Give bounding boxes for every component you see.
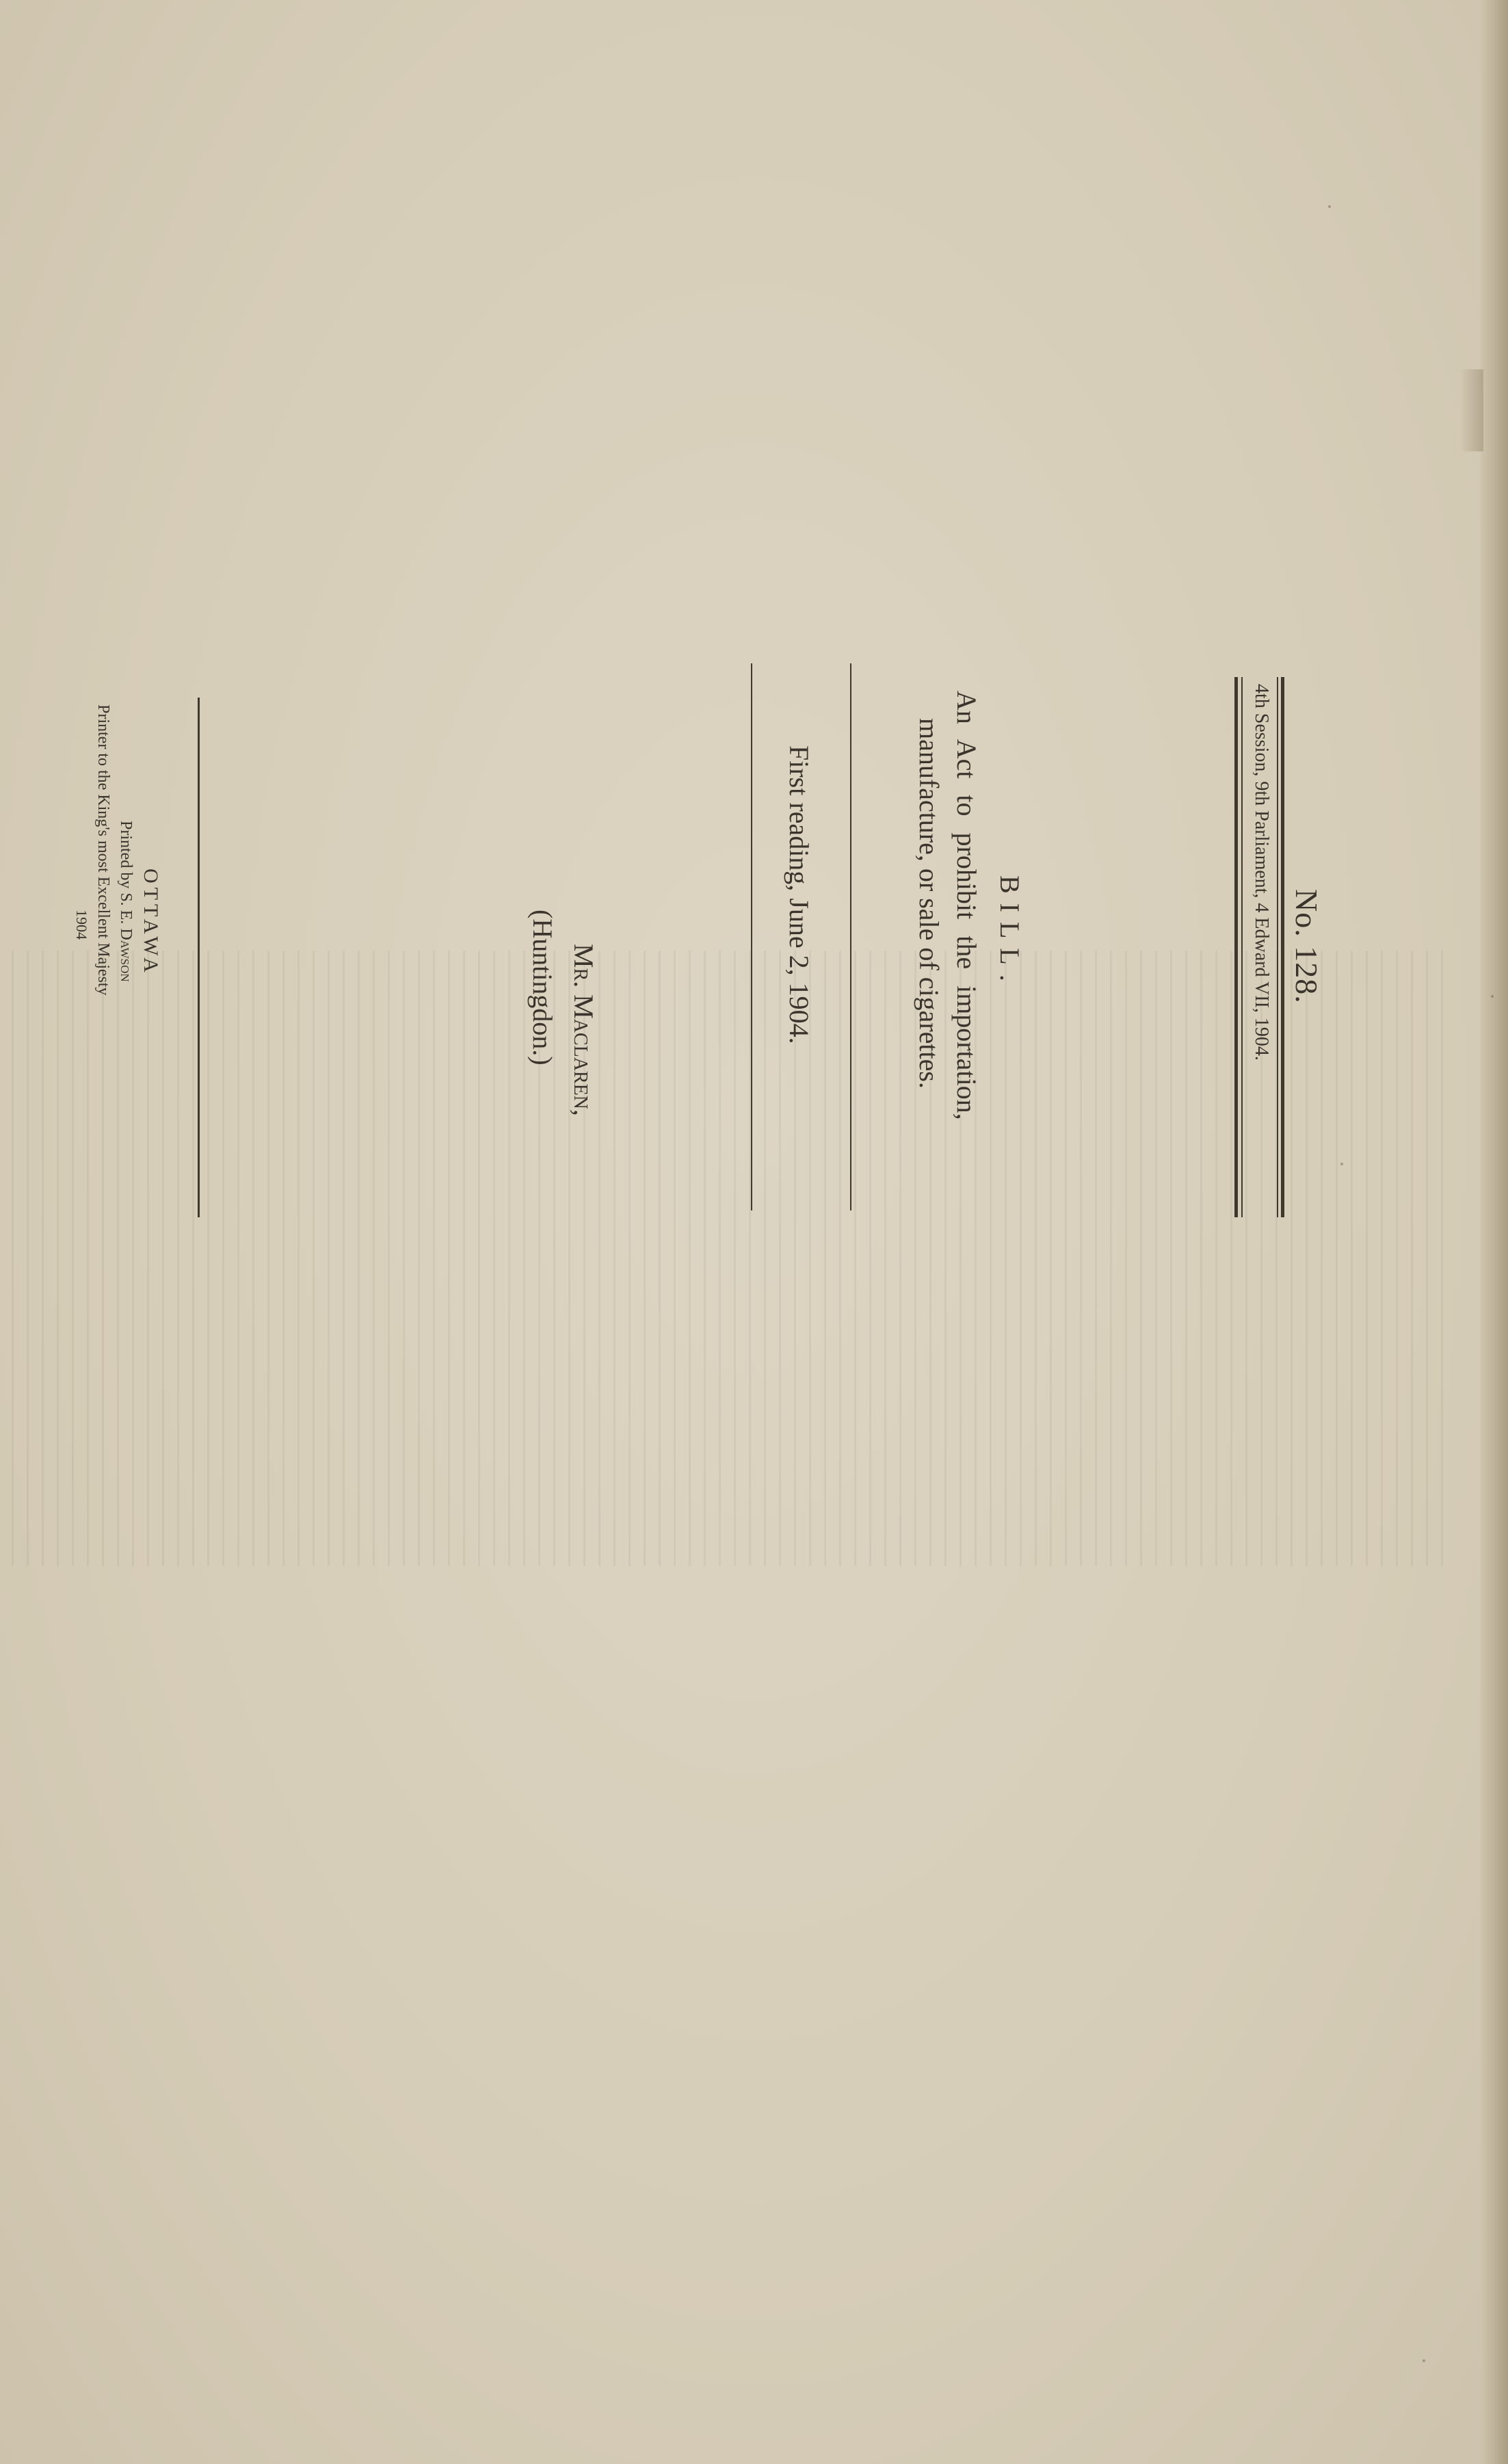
top-double-rule-thin xyxy=(1277,677,1278,1217)
imprint-city: OTTAWA xyxy=(140,869,162,977)
imprint-rule xyxy=(198,698,200,1217)
divider-rule xyxy=(751,663,752,1210)
bill-number: No. 128. xyxy=(1289,889,1324,1004)
bill-cover-text xyxy=(73,0,1335,2464)
top-double-rule xyxy=(1281,677,1284,1217)
sponsor-name: Mr. Maclaren, xyxy=(568,944,599,1117)
bill-title-line-2: manufacture, or sale of cigarettes. xyxy=(914,718,944,1089)
paper-speck xyxy=(1423,2359,1425,2362)
bill-title-line-1: An Act to prohibit the importation, xyxy=(951,691,982,1120)
paper-speck xyxy=(1340,1163,1343,1165)
page-fold xyxy=(1460,369,1483,451)
page-edge xyxy=(1481,0,1508,2464)
session-rule-thick xyxy=(1234,677,1238,1217)
sponsor-riding: (Huntingdon.) xyxy=(527,910,558,1065)
imprint-printer-to: Printer to the King's most Excellent Majesty xyxy=(94,704,112,996)
paper-speck xyxy=(1491,995,1494,998)
imprint-printed-by: Printed by xyxy=(117,821,135,889)
imprint-printer-line xyxy=(116,821,135,982)
session-line: 4th Session, 9th Parliament, 4 Edward VII, 1904. xyxy=(1251,684,1272,1061)
imprint-printer-name: S. E. Dawson xyxy=(117,892,135,982)
first-reading-date: First reading, June 2, 1904. xyxy=(784,745,815,1044)
divider-rule xyxy=(850,663,851,1210)
session-rule-thin xyxy=(1241,677,1243,1217)
bill-heading: BILL. xyxy=(994,875,1025,991)
imprint-year: 1904 xyxy=(73,910,90,940)
